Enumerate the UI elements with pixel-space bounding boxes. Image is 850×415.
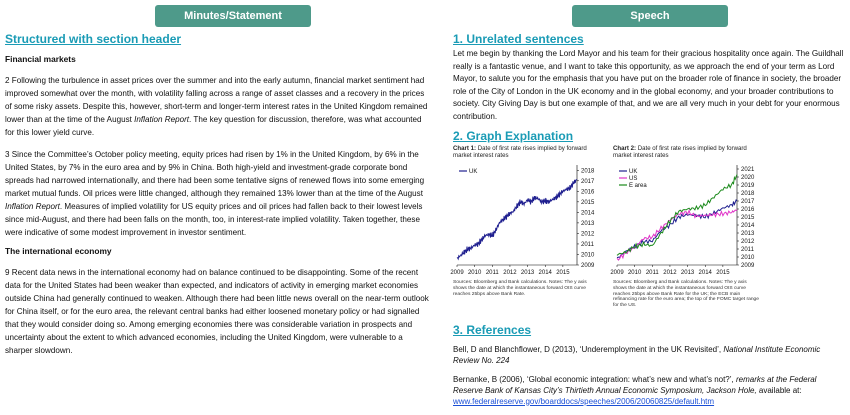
x-tick-label: 2014 xyxy=(538,270,552,277)
y-tick-label: 2021 xyxy=(741,167,755,174)
graph-explanation-heading: 2. Graph Explanation xyxy=(453,128,574,143)
y-tick-label: 2010 xyxy=(581,252,595,259)
x-tick-label: 2009 xyxy=(610,270,624,277)
series-line-uk xyxy=(617,200,737,258)
y-tick-label: 2016 xyxy=(581,189,595,196)
minutes-statement-badge: Minutes/Statement xyxy=(155,5,311,27)
legend-label: UK xyxy=(629,169,638,176)
y-tick-label: 2017 xyxy=(741,199,755,206)
y-tick-label: 2018 xyxy=(741,191,755,198)
y-tick-label: 2015 xyxy=(741,215,755,222)
chart-1-plot xyxy=(450,161,599,279)
legend-label: US xyxy=(629,176,638,183)
y-tick-label: 2015 xyxy=(581,200,595,207)
x-tick-label: 2011 xyxy=(485,270,499,277)
chart-2-plot xyxy=(610,161,759,279)
series-line-uk xyxy=(457,180,577,259)
speech-badge: Speech xyxy=(572,5,728,27)
paragraph-3: 3 Since the Committee’s October policy meeting, equity prices had risen by 1% in the United Kingdom, by 6% in the United States, by 7% in the euro area and by 9% in China. Both high-yield and investment-grade corporate bond spreads had narrowed internationally, and there had been some tentative signs of renewed flows into some emerging market mutual funds. Oil prices were little changed, although they remained 13% lower than at the time of the August Inflation Report. Measures of implied volatility for US equity prices and oil prices had fallen back to their lowest levels since mid-August, and there had been falls on the month, too, in interest-rate implied volatility. Taken together, these were indicative of some modest improvement in investor sentiment. xyxy=(5,150,425,237)
x-tick-label: 2010 xyxy=(467,270,482,277)
chart-2-note: Sources: Bloomberg and Bank calculations. Notes: The y axis shows the date at which the instantaneous forward OIS curve reaches 25bps above Bank Rate for the UK; the ECB main refinancing rate for the euro area; the top of the FOMC target range for the US. xyxy=(613,280,759,308)
x-tick-label: 2012 xyxy=(663,270,677,277)
y-tick-label: 2014 xyxy=(741,223,755,230)
y-tick-label: 2014 xyxy=(581,210,595,217)
y-tick-label: 2019 xyxy=(741,183,755,190)
y-tick-label: 2009 xyxy=(741,263,755,270)
y-tick-label: 2013 xyxy=(741,231,755,238)
y-tick-label: 2016 xyxy=(741,207,755,214)
charts-row xyxy=(450,144,848,323)
x-tick-label: 2015 xyxy=(716,270,730,277)
structured-heading: Structured with section header xyxy=(5,32,182,46)
minutes-column xyxy=(5,32,430,357)
chart-1-note: Sources: Bloomberg and Bank calculations. Notes: The y axis shows the date at which the instantaneous forward OIS curve reaches 25bps above Bank Rate. xyxy=(453,280,587,297)
y-tick-label: 2013 xyxy=(581,221,595,228)
international-economy-subheading: The international economy xyxy=(5,246,112,256)
x-tick-label: 2013 xyxy=(680,270,695,277)
x-tick-label: 2009 xyxy=(450,270,464,277)
chart-1-title: Chart 1: Date of first rate rises implied by forward market interest rates xyxy=(453,144,587,159)
y-tick-label: 2020 xyxy=(741,175,755,182)
y-tick-label: 2010 xyxy=(741,255,755,262)
x-tick-label: 2014 xyxy=(698,270,712,277)
financial-markets-subheading: Financial markets xyxy=(5,54,76,64)
y-tick-label: 2011 xyxy=(741,247,754,254)
speech-paragraph: Let me begin by thanking the Lord Mayor and his team for their gracious hospitality once again. The Guildhall really is a fantastic venue, and I want to take this opportunity, as we approach the end of your term as Lord Mayor, to salute you for the emphasis that you have put on the broader role of finance in society, the broader role of the City of London in the UK economy and in the global economy, and your broader contributions to society. City Giving Day is but one example of that, and we are all very much in your debt for your enormous contribution. xyxy=(453,49,844,121)
y-tick-label: 2011 xyxy=(581,242,594,249)
reference-2: Bernanke, B (2006), ‘Global economic integration: what’s new and what’s not?’, remarks at the Federal Reserve Bank of Kansas City’s Thirtieth Annual Economic Symposium, Jackson Hole, available at: www.federalreserve.gov/boarddocs/speeches/2006/20060825/default.htm xyxy=(453,374,817,406)
paragraph-2: 2 Following the turbulence in asset prices over the summer and into the early autumn, financial market sentiment had improved somewhat over the month, with volatility falling across a range of asset classes and a recovery in the prices of some risky assets. Despite this, however, short-term and longer-term interest rates in the United Kingdom remained lower than at the time of the August Inflation Report. The key question for discussion, therefore, was what accounted for this lower yield curve. xyxy=(5,76,428,137)
x-tick-label: 2012 xyxy=(503,270,517,277)
y-tick-label: 2012 xyxy=(741,239,755,246)
federal-reserve-link[interactable]: www.federalreserve.gov/boarddocs/speeches/2006/20060825/default.htm xyxy=(453,396,715,406)
unrelated-sentences-heading: 1. Unrelated sentences xyxy=(453,32,584,46)
x-tick-label: 2013 xyxy=(520,270,535,277)
y-tick-label: 2012 xyxy=(581,231,595,238)
y-tick-label: 2018 xyxy=(581,168,595,175)
y-tick-label: 2009 xyxy=(581,263,595,270)
chart-2 xyxy=(610,144,759,309)
paragraph-9: 9 Recent data news in the international economy had on balance continued to be disappointing. Some of the recent data for the United States had been weaker than expected, and indicators of activity in emerging market economies outside China had generally continued to weaken. Although there had been little news overall on the near-term outlook for China itself, or for the euro area, the relevant central banks had either loosened monetary policy or had signalled that they would consider doing so. Among emerging economies there was considerable variation in prospects and uncertainty about the extent to which advanced economies, including the United Kingdom, were vulnerable to a sharper slowdown. xyxy=(5,268,429,355)
chart-2-title: Chart 2: Date of first rate rises implied by forward market interest rates xyxy=(613,144,747,159)
y-tick-label: 2017 xyxy=(581,179,595,186)
reference-1: Bell, D and Blanchflower, D (2013), ‘Underemployment in the UK Revisited’, National Institute Economic Review No. 224 xyxy=(453,344,821,365)
chart-1 xyxy=(450,144,599,298)
x-tick-label: 2010 xyxy=(627,270,642,277)
legend-label: UK xyxy=(469,169,478,176)
x-tick-label: 2011 xyxy=(645,270,659,277)
x-tick-label: 2015 xyxy=(556,270,570,277)
references-heading: 3. References xyxy=(453,322,532,337)
speech-column xyxy=(450,32,848,407)
legend-label: E area xyxy=(629,183,647,190)
